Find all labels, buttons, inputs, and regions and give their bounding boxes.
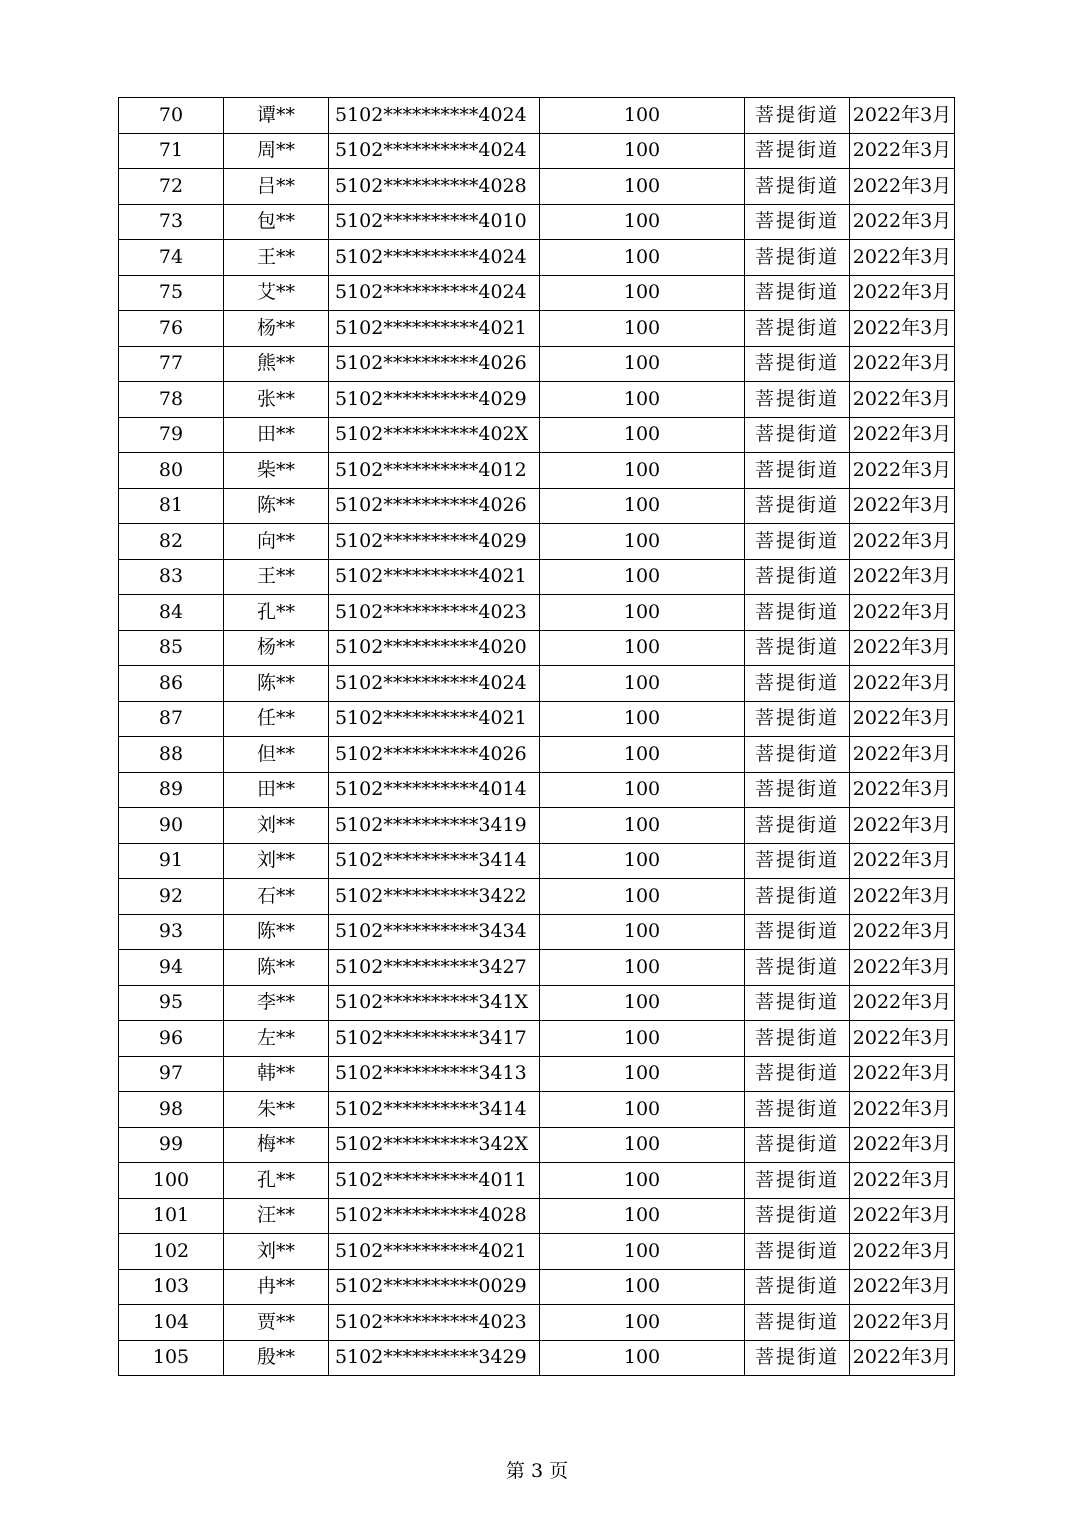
name-cell: 贾**: [224, 1305, 329, 1341]
street-cell: 菩提街道: [745, 346, 850, 382]
table-row: [119, 737, 955, 773]
id-number-cell: 5102**********4026: [329, 346, 540, 382]
row-number-cell: 96: [119, 1021, 224, 1057]
row-number-cell: 84: [119, 595, 224, 631]
amount-cell: 100: [540, 453, 745, 489]
name-cell: 杨**: [224, 630, 329, 666]
street-cell: 菩提街道: [745, 1198, 850, 1234]
row-number-cell: 101: [119, 1198, 224, 1234]
name-cell: 李**: [224, 985, 329, 1021]
row-number-cell: 89: [119, 772, 224, 808]
id-number-cell: 5102**********342X: [329, 1127, 540, 1163]
id-number-cell: 5102**********4010: [329, 204, 540, 240]
id-number-cell: 5102**********4028: [329, 169, 540, 205]
street-cell: 菩提街道: [745, 275, 850, 311]
name-cell: 刘**: [224, 1234, 329, 1270]
amount-cell: 100: [540, 1021, 745, 1057]
amount-cell: 100: [540, 843, 745, 879]
name-cell: 冉**: [224, 1269, 329, 1305]
id-number-cell: 5102**********3414: [329, 843, 540, 879]
street-cell: 菩提街道: [745, 204, 850, 240]
amount-cell: 100: [540, 701, 745, 737]
table-row: [119, 595, 955, 631]
id-number-cell: 5102**********4026: [329, 488, 540, 524]
date-cell: 2022年3月: [850, 133, 955, 169]
table-row: [119, 808, 955, 844]
row-number-cell: 103: [119, 1269, 224, 1305]
amount-cell: 100: [540, 488, 745, 524]
table-row: [119, 453, 955, 489]
name-cell: 石**: [224, 879, 329, 915]
date-cell: 2022年3月: [850, 950, 955, 986]
row-number-cell: 74: [119, 240, 224, 276]
table-row: [119, 1127, 955, 1163]
table-row: [119, 879, 955, 915]
row-number-cell: 77: [119, 346, 224, 382]
street-cell: 菩提街道: [745, 1305, 850, 1341]
date-cell: 2022年3月: [850, 879, 955, 915]
row-number-cell: 76: [119, 311, 224, 347]
name-cell: 杨**: [224, 311, 329, 347]
amount-cell: 100: [540, 879, 745, 915]
id-number-cell: 5102**********341X: [329, 985, 540, 1021]
row-number-cell: 93: [119, 914, 224, 950]
id-number-cell: 5102**********4024: [329, 133, 540, 169]
street-cell: 菩提街道: [745, 737, 850, 773]
name-cell: 周**: [224, 133, 329, 169]
date-cell: 2022年3月: [850, 737, 955, 773]
roster-table-body: [119, 98, 955, 1376]
street-cell: 菩提街道: [745, 382, 850, 418]
id-number-cell: 5102**********4011: [329, 1163, 540, 1199]
id-number-cell: 5102**********4012: [329, 453, 540, 489]
date-cell: 2022年3月: [850, 772, 955, 808]
table-row: [119, 843, 955, 879]
table-row: [119, 1021, 955, 1057]
street-cell: 菩提街道: [745, 524, 850, 560]
street-cell: 菩提街道: [745, 985, 850, 1021]
street-cell: 菩提街道: [745, 595, 850, 631]
row-number-cell: 94: [119, 950, 224, 986]
street-cell: 菩提街道: [745, 133, 850, 169]
amount-cell: 100: [540, 950, 745, 986]
street-cell: 菩提街道: [745, 1056, 850, 1092]
name-cell: 孔**: [224, 1163, 329, 1199]
name-cell: 刘**: [224, 843, 329, 879]
id-number-cell: 5102**********4026: [329, 737, 540, 773]
name-cell: 陈**: [224, 950, 329, 986]
amount-cell: 100: [540, 1092, 745, 1128]
row-number-cell: 98: [119, 1092, 224, 1128]
table-row: [119, 346, 955, 382]
date-cell: 2022年3月: [850, 98, 955, 134]
name-cell: 陈**: [224, 666, 329, 702]
street-cell: 菩提街道: [745, 453, 850, 489]
street-cell: 菩提街道: [745, 666, 850, 702]
row-number-cell: 104: [119, 1305, 224, 1341]
street-cell: 菩提街道: [745, 169, 850, 205]
table-row: [119, 311, 955, 347]
roster-table: [118, 97, 955, 1376]
name-cell: 汪**: [224, 1198, 329, 1234]
date-cell: 2022年3月: [850, 1269, 955, 1305]
date-cell: 2022年3月: [850, 488, 955, 524]
street-cell: 菩提街道: [745, 417, 850, 453]
id-number-cell: 5102**********4023: [329, 1305, 540, 1341]
street-cell: 菩提街道: [745, 98, 850, 134]
street-cell: 菩提街道: [745, 914, 850, 950]
table-row: [119, 1234, 955, 1270]
street-cell: 菩提街道: [745, 701, 850, 737]
amount-cell: 100: [540, 275, 745, 311]
name-cell: 艾**: [224, 275, 329, 311]
amount-cell: 100: [540, 382, 745, 418]
id-number-cell: 5102**********3427: [329, 950, 540, 986]
amount-cell: 100: [540, 666, 745, 702]
id-number-cell: 5102**********4024: [329, 240, 540, 276]
street-cell: 菩提街道: [745, 311, 850, 347]
id-number-cell: 5102**********4021: [329, 311, 540, 347]
street-cell: 菩提街道: [745, 240, 850, 276]
amount-cell: 100: [540, 1198, 745, 1234]
id-number-cell: 5102**********3417: [329, 1021, 540, 1057]
date-cell: 2022年3月: [850, 630, 955, 666]
name-cell: 张**: [224, 382, 329, 418]
amount-cell: 100: [540, 1305, 745, 1341]
street-cell: 菩提街道: [745, 1163, 850, 1199]
id-number-cell: 5102**********4024: [329, 666, 540, 702]
amount-cell: 100: [540, 169, 745, 205]
amount-cell: 100: [540, 1269, 745, 1305]
amount-cell: 100: [540, 808, 745, 844]
amount-cell: 100: [540, 914, 745, 950]
row-number-cell: 80: [119, 453, 224, 489]
row-number-cell: 81: [119, 488, 224, 524]
date-cell: 2022年3月: [850, 1234, 955, 1270]
id-number-cell: 5102**********3419: [329, 808, 540, 844]
row-number-cell: 87: [119, 701, 224, 737]
street-cell: 菩提街道: [745, 630, 850, 666]
amount-cell: 100: [540, 1234, 745, 1270]
date-cell: 2022年3月: [850, 595, 955, 631]
street-cell: 菩提街道: [745, 1092, 850, 1128]
name-cell: 吕**: [224, 169, 329, 205]
amount-cell: 100: [540, 737, 745, 773]
table-row: [119, 1269, 955, 1305]
id-number-cell: 5102**********3429: [329, 1340, 540, 1376]
table-row: [119, 1198, 955, 1234]
date-cell: 2022年3月: [850, 1340, 955, 1376]
table-row: [119, 666, 955, 702]
row-number-cell: 102: [119, 1234, 224, 1270]
table-row: [119, 1092, 955, 1128]
street-cell: 菩提街道: [745, 950, 850, 986]
table-row: [119, 559, 955, 595]
id-number-cell: 5102**********3434: [329, 914, 540, 950]
amount-cell: 100: [540, 240, 745, 276]
amount-cell: 100: [540, 559, 745, 595]
id-number-cell: 5102**********4029: [329, 382, 540, 418]
row-number-cell: 72: [119, 169, 224, 205]
name-cell: 陈**: [224, 488, 329, 524]
id-number-cell: 5102**********4024: [329, 98, 540, 134]
row-number-cell: 78: [119, 382, 224, 418]
row-number-cell: 95: [119, 985, 224, 1021]
table-row: [119, 169, 955, 205]
amount-cell: 100: [540, 772, 745, 808]
amount-cell: 100: [540, 133, 745, 169]
date-cell: 2022年3月: [850, 169, 955, 205]
id-number-cell: 5102**********4021: [329, 701, 540, 737]
date-cell: 2022年3月: [850, 1198, 955, 1234]
name-cell: 殷**: [224, 1340, 329, 1376]
date-cell: 2022年3月: [850, 275, 955, 311]
id-number-cell: 5102**********4028: [329, 1198, 540, 1234]
street-cell: 菩提街道: [745, 1340, 850, 1376]
id-number-cell: 5102**********4023: [329, 595, 540, 631]
table-row: [119, 950, 955, 986]
date-cell: 2022年3月: [850, 417, 955, 453]
row-number-cell: 82: [119, 524, 224, 560]
date-cell: 2022年3月: [850, 1163, 955, 1199]
amount-cell: 100: [540, 98, 745, 134]
name-cell: 刘**: [224, 808, 329, 844]
date-cell: 2022年3月: [850, 311, 955, 347]
street-cell: 菩提街道: [745, 1269, 850, 1305]
date-cell: 2022年3月: [850, 914, 955, 950]
row-number-cell: 91: [119, 843, 224, 879]
table-row: [119, 133, 955, 169]
row-number-cell: 97: [119, 1056, 224, 1092]
name-cell: 陈**: [224, 914, 329, 950]
row-number-cell: 88: [119, 737, 224, 773]
table-row: [119, 524, 955, 560]
amount-cell: 100: [540, 346, 745, 382]
table-row: [119, 488, 955, 524]
date-cell: 2022年3月: [850, 666, 955, 702]
date-cell: 2022年3月: [850, 382, 955, 418]
name-cell: 王**: [224, 240, 329, 276]
date-cell: 2022年3月: [850, 524, 955, 560]
id-number-cell: 5102**********3413: [329, 1056, 540, 1092]
id-number-cell: 5102**********4024: [329, 275, 540, 311]
row-number-cell: 99: [119, 1127, 224, 1163]
amount-cell: 100: [540, 1340, 745, 1376]
amount-cell: 100: [540, 204, 745, 240]
amount-cell: 100: [540, 630, 745, 666]
name-cell: 朱**: [224, 1092, 329, 1128]
row-number-cell: 71: [119, 133, 224, 169]
amount-cell: 100: [540, 985, 745, 1021]
date-cell: 2022年3月: [850, 1092, 955, 1128]
id-number-cell: 5102**********4029: [329, 524, 540, 560]
table-row: [119, 985, 955, 1021]
table-row: [119, 240, 955, 276]
table-row: [119, 701, 955, 737]
table-row: [119, 1340, 955, 1376]
date-cell: 2022年3月: [850, 204, 955, 240]
row-number-cell: 85: [119, 630, 224, 666]
street-cell: 菩提街道: [745, 879, 850, 915]
table-row: [119, 275, 955, 311]
table-row: [119, 1305, 955, 1341]
name-cell: 田**: [224, 772, 329, 808]
street-cell: 菩提街道: [745, 808, 850, 844]
table-row: [119, 417, 955, 453]
row-number-cell: 75: [119, 275, 224, 311]
table-row: [119, 772, 955, 808]
amount-cell: 100: [540, 1127, 745, 1163]
amount-cell: 100: [540, 311, 745, 347]
table-row: [119, 630, 955, 666]
name-cell: 但**: [224, 737, 329, 773]
date-cell: 2022年3月: [850, 240, 955, 276]
date-cell: 2022年3月: [850, 559, 955, 595]
date-cell: 2022年3月: [850, 1056, 955, 1092]
row-number-cell: 73: [119, 204, 224, 240]
street-cell: 菩提街道: [745, 559, 850, 595]
name-cell: 任**: [224, 701, 329, 737]
id-number-cell: 5102**********0029: [329, 1269, 540, 1305]
id-number-cell: 5102**********4014: [329, 772, 540, 808]
row-number-cell: 90: [119, 808, 224, 844]
date-cell: 2022年3月: [850, 843, 955, 879]
row-number-cell: 92: [119, 879, 224, 915]
name-cell: 熊**: [224, 346, 329, 382]
street-cell: 菩提街道: [745, 772, 850, 808]
street-cell: 菩提街道: [745, 488, 850, 524]
id-number-cell: 5102**********4021: [329, 559, 540, 595]
table-row: [119, 1056, 955, 1092]
table-row: [119, 382, 955, 418]
row-number-cell: 83: [119, 559, 224, 595]
date-cell: 2022年3月: [850, 1021, 955, 1057]
name-cell: 向**: [224, 524, 329, 560]
name-cell: 王**: [224, 559, 329, 595]
amount-cell: 100: [540, 417, 745, 453]
date-cell: 2022年3月: [850, 346, 955, 382]
street-cell: 菩提街道: [745, 1021, 850, 1057]
name-cell: 左**: [224, 1021, 329, 1057]
id-number-cell: 5102**********3414: [329, 1092, 540, 1128]
name-cell: 谭**: [224, 98, 329, 134]
date-cell: 2022年3月: [850, 808, 955, 844]
row-number-cell: 86: [119, 666, 224, 702]
name-cell: 韩**: [224, 1056, 329, 1092]
row-number-cell: 79: [119, 417, 224, 453]
street-cell: 菩提街道: [745, 1234, 850, 1270]
id-number-cell: 5102**********402X: [329, 417, 540, 453]
id-number-cell: 5102**********4021: [329, 1234, 540, 1270]
row-number-cell: 70: [119, 98, 224, 134]
date-cell: 2022年3月: [850, 1305, 955, 1341]
table-row: [119, 1163, 955, 1199]
date-cell: 2022年3月: [850, 985, 955, 1021]
name-cell: 梅**: [224, 1127, 329, 1163]
street-cell: 菩提街道: [745, 843, 850, 879]
amount-cell: 100: [540, 595, 745, 631]
date-cell: 2022年3月: [850, 701, 955, 737]
name-cell: 孔**: [224, 595, 329, 631]
date-cell: 2022年3月: [850, 453, 955, 489]
name-cell: 田**: [224, 417, 329, 453]
amount-cell: 100: [540, 1163, 745, 1199]
id-number-cell: 5102**********3422: [329, 879, 540, 915]
table-row: [119, 98, 955, 134]
date-cell: 2022年3月: [850, 1127, 955, 1163]
page-number: 第 3 页: [505, 1460, 569, 1482]
amount-cell: 100: [540, 1056, 745, 1092]
row-number-cell: 100: [119, 1163, 224, 1199]
row-number-cell: 105: [119, 1340, 224, 1376]
name-cell: 柴**: [224, 453, 329, 489]
table-row: [119, 204, 955, 240]
street-cell: 菩提街道: [745, 1127, 850, 1163]
name-cell: 包**: [224, 204, 329, 240]
amount-cell: 100: [540, 524, 745, 560]
table-row: [119, 914, 955, 950]
id-number-cell: 5102**********4020: [329, 630, 540, 666]
